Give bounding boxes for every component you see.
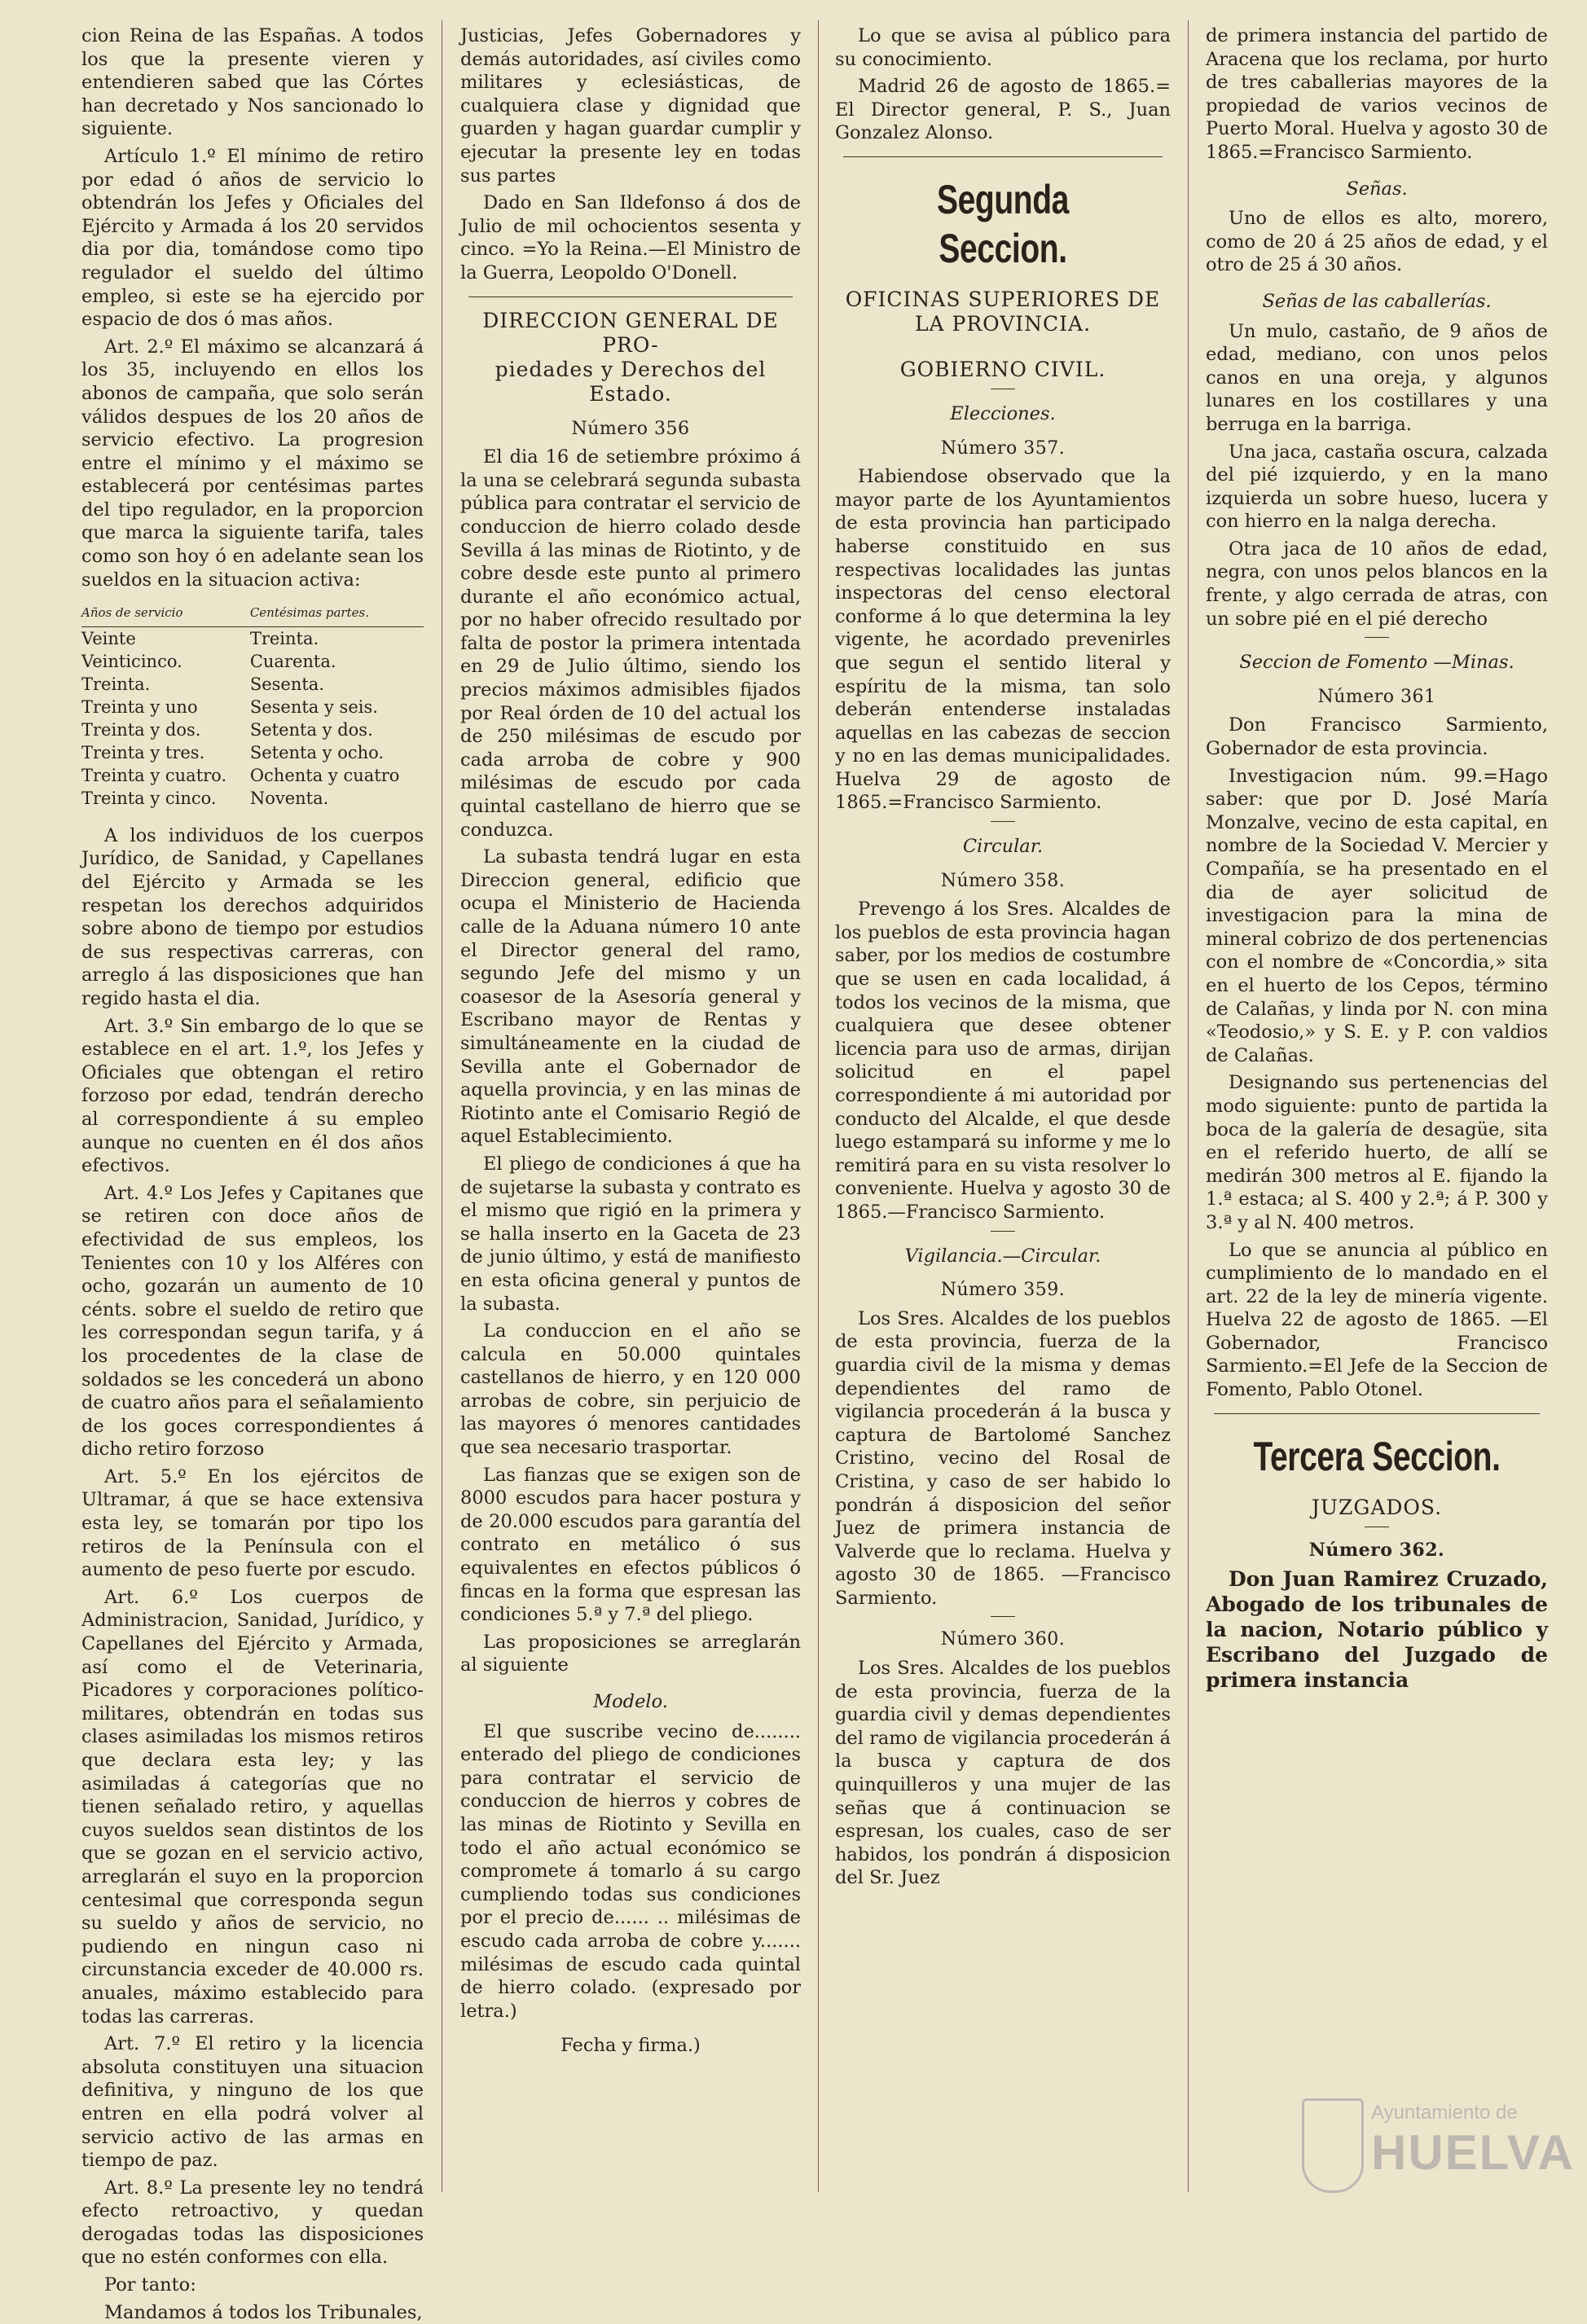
hundredths-cell: Setenta y dos. [249, 719, 373, 740]
hundredths-cell: Ochenta y cuatro [249, 765, 400, 785]
short-rule [1365, 637, 1389, 638]
table-row [81, 741, 424, 764]
gobierno-civil-heading: GOBIERNO CIVIL. [899, 357, 1106, 381]
elecciones-heading: Elecciones. [950, 402, 1056, 424]
aviso-publico: Lo que se avisa al público para su conocimiento. [835, 25, 1171, 70]
table-row [81, 696, 424, 718]
hundredths-cell: Cuarenta. [249, 651, 336, 671]
por-tanto: Por tanto: [104, 2274, 196, 2296]
column-1 [81, 24, 424, 2323]
short-rule [991, 1616, 1015, 1617]
notice-360: Los Sres. Alcaldes de los pueblos de esta provincia, fuerza de la guardia civil y demas dependientes del ramo de vigilancia procederán á la busca y captura de dos quinquilleros y una mujer de las señas que á continuacion se espresan, los cuales, caso de ser habidos, los pondrán á disposicion del Sr. Juez [835, 1658, 1171, 1889]
notice-number-362: Número 362. [1308, 1539, 1445, 1561]
notice-number-359: Número 359. [940, 1280, 1066, 1301]
column-3 [835, 24, 1171, 2200]
retirement-tariff-table [81, 601, 424, 810]
coat-of-arms-icon [1302, 2098, 1364, 2193]
years-cell: Treinta y uno [81, 696, 198, 717]
senas-caballerias-heading: Señas de las caballerías. [1262, 290, 1492, 312]
years-cell: Treinta y cinco. [81, 788, 217, 808]
direccion-general-heading [460, 309, 801, 406]
notice-361-b: Investigacion núm. 99.=Hago saber: que por D. José María Monzalve, vecino de esta capital, en nombre de la Sociedad V. Mercier y Compañía, se ha presentado en el dia de ayer solicitud de investigacion para la mina de mineral cobrizo de dos pertenencias con el nombre de «Concordia,» sita en el huerto de los Cepos, término de Calañas, y linda por N. con mina «Teodosio,» y S. E. y P. con valdios de Calañas. [1206, 765, 1548, 1066]
notice-356-p2: La subasta tendrá lugar en esta Direccion general, edificio que ocupa el Ministerio de Hacienda calle de la Aduana número 10 ante el Director general del ramo, segundo Jefe del mismo y un coasesor de la Asesoría general y Escribano mayor de Rentas y simultáneamente en la ciudad de Sevilla ante el Gobernador de aquella provincia, y en las minas de Riotinto ante el Comisario Regió de aquel Establecimiento. [460, 846, 801, 1148]
hundredths-cell: Sesenta y seis. [249, 696, 378, 717]
years-cell: Veinte [81, 628, 136, 648]
table-row [81, 718, 424, 741]
years-cell: Treinta y tres. [81, 742, 205, 762]
notice-358: Prevengo á los Sres. Alcaldes de los pueblos de esta provincia hagan saber, por los medios de costumbre que se usen en cada localidad, á todos los vecinos de la misma, que cualquiera que desee obtener licencia para uso de armas, dirijan solicitud en el papel correspondiente á mi autoridad por conducto del Alcalde, el que desde luego estampará su informe y me lo remitirá para en su vista resolver lo conveniente. Huelva y agosto 30 de 1865.—Francisco Sarmiento. [835, 898, 1171, 1223]
notice-360-continuation: de primera instancia del partido de Aracena que los reclama, por hurto de tres caballerias mayores de la propiedad de varios vecinos de Puerto Moral. Huelva y agosto 30 de 1865.=Francisco Sarmiento. [1206, 25, 1548, 163]
oficinas-heading: OFICINAS SUPERIORES DE LA PROVINCIA. [845, 287, 1161, 336]
law-continuation: Justicias, Jefes Gobernadores y demás autoridades, así civiles como militares y eclesiásticas, de cualquiera clase y dignidad que guarden y hagan guardar cumplir y ejecutar la presente ley en todas sus partes [460, 25, 801, 187]
notice-356-p4: La conduccion en el año se calcula en 50.000 quintales castellanos de hierro, y en 120 000 arrobas de cobre, sin perjuicio de las mayores ó menores cantidades que sea necesario trasportar. [460, 1320, 801, 1459]
notice-number-360: Número 360. [940, 1629, 1066, 1650]
madrid-signature: Madrid 26 de agosto de 1865.= El Director general, P. S., Juan Gonzalez Alonso. [835, 76, 1171, 144]
article-5: Art. 5.º En los ejércitos de Ultramar, á que se hace extensiva esta ley, se tomarán por tipo los retiros de la Península con el aumento de peso fuerte por escudo. [81, 1465, 424, 1581]
juzgados-heading: JUZGADOS. [1311, 1495, 1443, 1519]
table-row [81, 673, 424, 696]
notice-356-p5: Las fianzas que se exigen son de 8000 escudos para hacer postura y de 20.000 escudos para garantía del contrato en metálico ó sus equivalentes en efectos públicos ó fincas en la forma que espresan las condiciones 5.ª y 7.ª del pliego. [460, 1464, 801, 1626]
segunda-seccion-heading: Segunda Seccion. [937, 176, 1069, 271]
table-row [81, 787, 424, 810]
column-4 [1206, 24, 1548, 2200]
hundredths-cell: Noventa. [249, 788, 329, 808]
notice-361-a: Don Francisco Sarmiento, Gobernador de esta provincia. [1206, 714, 1548, 760]
law-signature: Dado en San Ildefonso á dos de Julio de mil ochocientos sesenta y cinco. =Yo la Reina.—El Ministro de la Guerra, Leopoldo O'Donell. [460, 192, 801, 283]
hundredths-cell: Setenta y ocho. [249, 742, 385, 762]
table-header: Centésimas partes. [250, 601, 424, 626]
years-cell: Treinta. [81, 674, 151, 694]
table-header: Años de servicio [81, 601, 250, 626]
notice-361-d: Lo que se anuncia al público en cumplimiento de lo mandado en el art. 22 de la ley de minería vigente. Huelva 22 de agosto de 1865. —El Gobernador, Francisco Sarmiento.=El Jefe de la Seccion de Fomento, Pablo Otonel. [1206, 1239, 1548, 1401]
circular-heading: Circular. [962, 836, 1044, 858]
article-8: Art. 8.º La presente ley no tendrá efecto retroactivo, y quedan derogadas todas las disposiciones que no estén conformes con ella. [81, 2177, 424, 2269]
years-cell: Treinta y cuatro. [81, 765, 227, 785]
table-row [81, 764, 424, 787]
heading-line: DIRECCION GENERAL DE PRO- [482, 308, 779, 357]
notice-number-357: Número 357. [940, 437, 1066, 459]
column-rule [818, 20, 819, 2192]
years-cell: Veinticinco. [81, 651, 182, 671]
years-cell: Treinta y dos. [81, 719, 201, 740]
notice-356-p1: El dia 16 de setiembre próximo á la una se celebrará segunda subasta pública para contratar el servicio de conduccion de hierro colado desde Sevilla á las minas de Riotinto, y de cobre desde este punto al primero durante el año económico actual, por no haber ofrecido resultado por falta de postor la primera intentada en 29 de Julio último, siendo los precios máximos admisibles fijados por Real órden de 10 del actual los de 250 milésimas de escudo por cada arroba de cobre y 900 milésimas de escudo por cada quintal castellano de hierro que se conduzca. [460, 446, 801, 841]
notice-359: Los Sres. Alcaldes de los pueblos de esta provincia, fuerza de la guardia civil de la misma y demas dependientes del ramo de vigilancia procederán á la busca y captura de Bartolomé Sanchez Cristino, vecino del Rosal de Cristina, y caso de ser habido lo pondrán á disposicion del señor Juez de primera instancia de Valverde que lo reclama. Huelva y agosto 30 de 1865. —Francisco Sarmiento. [835, 1307, 1171, 1609]
notice-357: Habiendose observado que la mayor parte de los Ayuntamientos de esta provincia han participado haberse constituido en sus respectivas localidades las juntas inspectoras del censo electoral conforme á lo que determina la ley vigente, he acordado prevenirles que segun el sentido literal y espíritu de la misma, tan solo deberán entenderse instaladas aquellas en las cabezas de seccion y no en las demas municipalidades. Huelva 29 de agosto de 1865.=Francisco Sarmiento. [835, 466, 1171, 814]
hundredths-cell: Treinta. [249, 628, 319, 648]
heading-line: piedades y Derechos del Estado. [495, 357, 767, 406]
paragraph-jurídico: A los individuos de los cuerpos Jurídico, de Sanidad, y Capellanes del Ejército y Armada se les respetan los derechos adquiridos sobre abono de tiempo por estudios de sus respectivas carreras, con arreglo á las disposiciones que han regido hasta el dia. [81, 824, 424, 1009]
archive-watermark [1302, 2090, 1575, 2212]
watermark-line-1: Ayuntamiento de [1371, 2102, 1518, 2124]
notice-356-p3: El pliego de condiciones á que ha de sujetarse la subasta y contrato es el mismo que rigió en la primera y se halla inserto en la Gaceta de 23 de junio último, y está de manifiesto en esta oficina general y puntos de la subasta. [460, 1153, 801, 1315]
law-intro: cion Reina de las Españas. A todos los que la presente vieren y entendieren sabed que las Córtes han decretado y Nos sancionado lo siguiente. [81, 25, 424, 140]
article-6: Art. 6.º Los cuerpos de Administracion, Sanidad, Jurídico, y Capellanes del Ejército y Armada, así como el de Veterinaria, Picadores y corporaciones político-militares, obtendrán en todas sus clases asimiladas los mismos retiros que declara esta ley; y las asimiladas á categorías que no tienen señalado retiro, y aquellas cuyos sueldos sean distintos de los que se gozan en el servicio activo, arreglarán el suyo en la proporcion centesimal que corresponda segun su sueldo y años de servicio, no pudiendo en ningun caso ni circunstancia exceder de 40.000 rs. anuales, máximo establecido para todas las carreras. [81, 1586, 424, 2027]
senas-text: Uno de ellos es alto, morero, como de 20 á 25 años de edad, y el otro de 25 á 30 años. [1206, 208, 1548, 276]
article-1: Artículo 1.º El mínimo de retiro por edad ó años de servicio lo obtendrán los Jefes y Oficiales del Ejército y Armada á los 20 servidos dia por dia, tomándose como tipo regulador el sueldo del último empleo, si este se ha ejercido por espacio de dos ó mas años. [81, 145, 424, 331]
notice-362: Don Juan Ramirez Cruzado, Abogado de los tribunales de la nacion, Notario público y Escribano del Juzgado de primera instancia [1206, 1567, 1548, 1693]
section-divider [843, 156, 1163, 157]
notice-number-361: Número 361 [1317, 686, 1436, 707]
column-rule [1188, 20, 1189, 2192]
fecha-firma: Fecha y firma.) [561, 2035, 701, 2057]
table-row [81, 650, 424, 673]
table-row [81, 626, 424, 650]
notice-356-p6: Las proposiciones se arreglarán al siguiente [460, 1631, 801, 1676]
column-2 [460, 24, 801, 2200]
article-2: Art. 2.º El máximo se alcanzará á los 35, incluyendo en ellos los abonos de campaña, que solo serán válidos despues de los 20 años de servicio efectivo. La progresion entre el mínimo y el máximo se establecerá por centésimas partes del tipo regulador, en la proporcion que marca la siguiente tarifa, tales como son hoy ó en adelante sean los sueldos en la situacion activa: [81, 336, 424, 591]
notice-number-356: Número 356 [571, 418, 690, 439]
hundredths-cell: Sesenta. [249, 674, 325, 694]
article-3: Art. 3.º Sin embargo de lo que se establece en el art. 1.º, los Jefes y Oficiales que obtengan el retiro forzoso por edad, tendrán derecho al correspondiente á su empleo aunque no cuenten en él dos años efectivos. [81, 1015, 424, 1177]
notice-number-358: Número 358. [940, 870, 1066, 891]
notice-361-c: Designando sus pertenencias del modo siguiente: punto de partida la boca de la galería de desagüe, sita en el referido huerto, de allí se medirán 300 metros al E. fijando la 1.ª estaca; al S. 400 y 2.ª; á P. 300 y 3.ª y al N. 400 metros. [1206, 1072, 1548, 1233]
caballeria-3: Otra jaca de 10 años de edad, negra, con unos pelos blancos en la frente, y algo cerrada de atras, con un sobre pié en el pié derecho [1206, 538, 1548, 630]
modelo-text: El que suscribe vecino de........ enterado del pliego de condiciones para contratar el servicio de conduccion de hierros y cobres de las minas de Riotinto y Sevilla en todo el año actual económico se compromete á tomarlo á su cargo cumpliendo todas sus condiciones por el precio de...... .. milésimas de escudo cada arroba de cobre y....... milésimas de escudo cada quintal de hierro colado. (expresado por letra.) [460, 1720, 801, 2022]
caballeria-2: Una jaca, castaña oscura, calzada del pié izquierdo, y en la mano izquierda un sobre hueso, lucera y con hierro en la nalga derecha. [1206, 441, 1548, 533]
vigilancia-heading: Vigilancia.—Circular. [904, 1245, 1101, 1267]
article-7: Art. 7.º El retiro y la licencia absoluta constituyen una situacion definitiva, y ninguno de los que entren en ella podrá volver al servicio activo de las armas en tiempo de paz. [81, 2033, 424, 2172]
caballeria-1: Un mulo, castaño, de 9 años de edad, mediano, con unos pelos canos en una oreja, y algunos lunares en los costillares y una berruga en la barriga. [1206, 320, 1548, 435]
section-divider [1214, 1413, 1540, 1414]
article-4: Art. 4.º Los Jefes y Capitanes que se retiren con doce años de efectividad de sus empleos, los Tenientes con 10 y los Alféres con ocho, gozarán un aumento de 10 cénts. sobre el sueldo de retiro que les correspondan segun tarifa, y á los procedentes de la clase de soldados se les concederá un abono de cuatro años para el señalamiento de los goces correspondientes á dicho retiro forzoso [81, 1182, 424, 1461]
modelo-heading: Modelo. [593, 1691, 668, 1712]
watermark-line-2: HUELVA [1371, 2125, 1575, 2180]
short-rule [991, 1231, 1015, 1232]
tercera-seccion-heading: Tercera Seccion. [1253, 1433, 1501, 1479]
short-rule [991, 821, 1015, 822]
mandamos: Mandamos á todos los Tribunales, [104, 2301, 423, 2323]
fomento-minas-heading: Seccion de Fomento —Minas. [1239, 652, 1514, 674]
senas-heading: Señas. [1346, 178, 1408, 200]
